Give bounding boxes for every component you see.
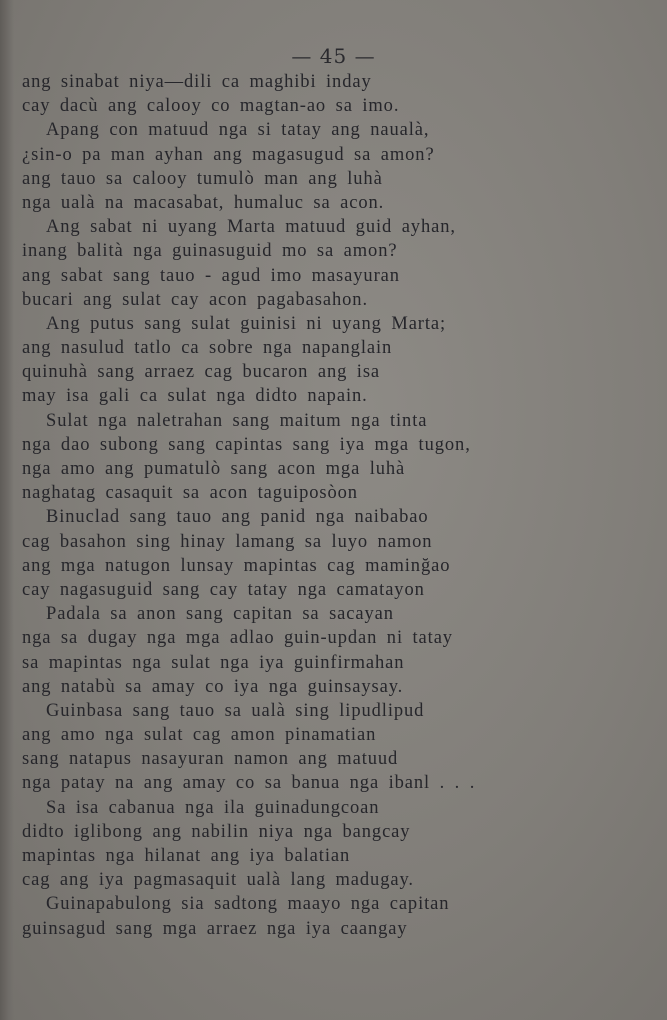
text-line: mapintas nga hilanat ang iya balatian — [22, 846, 351, 866]
text-line: didto iglibong ang nabilin niya nga bangcay — [22, 821, 411, 842]
text-line: bucari ang sulat cay acon pagabasahon. — [22, 289, 368, 310]
text-line: sa mapintas nga sulat nga iya guinfirmahan — [22, 652, 405, 673]
text-line: Apang con matuud nga si tatay ang naualà, — [46, 120, 430, 141]
text-line: ang mga natugon lunsay mapintas cag maminğao — [22, 555, 451, 576]
text-line: Sulat nga naletrahan sang maitum nga tinta — [46, 410, 428, 431]
poem-text-block — [22, 70, 582, 941]
text-line: Sa isa cabanua nga ila guinadungcoan — [46, 797, 380, 818]
text-line: Padala sa anon sang capitan sa sacayan — [46, 604, 394, 625]
text-line: Guinapabulong sia sadtong maayo nga capitan — [46, 894, 450, 915]
page-number: — 45 — — [291, 44, 376, 68]
text-line: Ang putus sang sulat guinisi ni uyang Marta; — [46, 313, 447, 334]
text-line: ang sabat sang tauo - agud imo masayuran — [22, 265, 400, 286]
text-line: ang tauo sa calooy tumulò man ang luhà — [22, 168, 383, 189]
text-line: cay nagasuguid sang cay tatay nga camatayon — [22, 579, 425, 600]
text-line: cag basahon sing hinay lamang sa luyo namon — [22, 531, 433, 552]
text-line: may isa gali ca sulat nga didto napain. — [22, 386, 368, 407]
text-line: nga patay na ang amay co sa banua nga ibanl . . . — [22, 773, 476, 794]
text-line: sang natapus nasayuran namon ang matuud — [22, 749, 399, 770]
text-line: nga ualà na macasabat, humaluc sa acon. — [22, 192, 385, 213]
text-line: inang balità nga guinasuguid mo sa amon? — [22, 241, 398, 262]
text-line: cay dacù ang calooy co magtan-ao sa imo. — [22, 96, 400, 117]
text-line: guinsagud sang mga arraez nga iya caangay — [22, 918, 408, 939]
text-line: Ang sabat ni uyang Marta matuud guid ayhan, — [46, 217, 456, 238]
text-line: nga sa dugay nga mga adlao guin-updan ni tatay — [22, 628, 453, 649]
text-line: quinuhà sang arraez cag bucaron ang isa — [22, 362, 381, 383]
text-line: ang sinabat niya—dili ca maghibi inday — [22, 72, 372, 92]
text-line: nga dao subong sang capintas sang iya mga tugon, — [22, 434, 471, 455]
text-line: Binuclad sang tauo ang panid nga naibabao — [46, 507, 429, 528]
text-line: nga amo ang pumatulò sang acon mga luhà — [22, 459, 406, 479]
text-line: naghatag casaquit sa acon taguiposòon — [22, 483, 358, 504]
text-line: ¿sin-o pa man ayhan ang magasugud sa amon? — [22, 144, 435, 165]
text-line: Guinbasa sang tauo sa ualà sing lipudlipud — [46, 700, 425, 721]
text-line: ang amo nga sulat cag amon pinamatian — [22, 725, 377, 746]
text-line: cag ang iya pagmasaquit ualà lang madugay. — [22, 870, 414, 891]
text-line: ang natabù sa amay co iya nga guinsaysay. — [22, 676, 404, 697]
text-line: ang nasulud tatlo ca sobre nga napanglain — [22, 338, 393, 359]
page-edge-shadow — [0, 0, 14, 1020]
